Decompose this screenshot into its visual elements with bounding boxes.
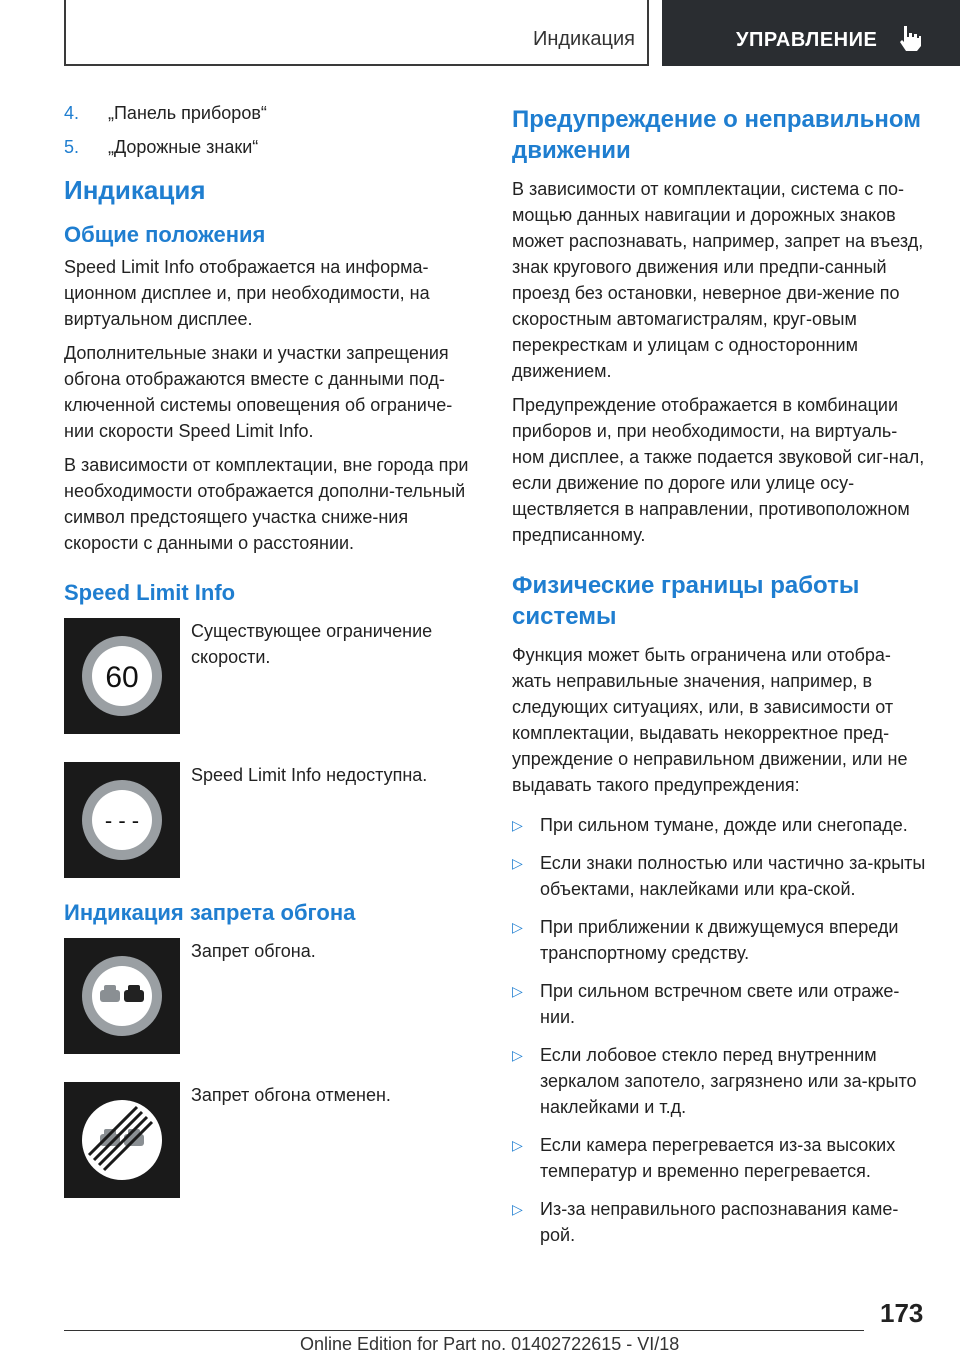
- paragraph: Функция может быть ограничена или отобра-жать неправильные значения, например, в следующих ситуациях, или, в зависимости от комплектации, выдавать некорректное пред-упреждение о неправильном движении, или не выдавать такого предупреждения:: [512, 645, 908, 795]
- speed-limit-unavailable-icon: [64, 762, 180, 878]
- header-section-title: Индикация: [532, 28, 635, 50]
- heading-display: Индикация: [64, 175, 206, 205]
- triangle-bullet-icon: ▷: [512, 1047, 523, 1063]
- list-item: ▷ При приближении к движущемуся впереди транспортному средству.: [512, 914, 927, 966]
- header-section-box: [64, 0, 649, 66]
- list-item: ▷ При сильном встречном свете или отраже-нии.: [512, 978, 927, 1030]
- numbered-list: [64, 100, 479, 160]
- footer-edition: Online Edition for Part no. 01402722615 - VI/18: [300, 1334, 680, 1354]
- sign-row-no-passing-end: [64, 1082, 479, 1218]
- list-item: 5. „Дорожные знаки“: [64, 137, 259, 157]
- list-item: ▷ Если знаки полностью или частично за-крыты объектами, наклейками или кра-ской.: [512, 850, 927, 902]
- heading-wrong-way: Предупреждение о неправильном движении: [512, 106, 921, 164]
- svg-text:- - -: - - -: [104, 808, 140, 833]
- list-item: ▷ Если камера перегревается из-за высоких температур и временно перегревается.: [512, 1132, 927, 1184]
- triangle-bullet-icon: ▷: [512, 919, 523, 935]
- speed-limit-60-icon: [64, 618, 180, 734]
- sign-row-unavailable: [64, 762, 479, 898]
- sign-row-60: [64, 618, 479, 754]
- triangle-bullet-icon: ▷: [512, 855, 523, 871]
- heading-system-limits: Физические границы работы системы: [512, 572, 860, 630]
- triangle-bullet-icon: ▷: [512, 983, 523, 999]
- header-chapter-title: УПРАВЛЕНИЕ: [736, 29, 878, 51]
- hand-pointer-icon: [894, 22, 926, 54]
- paragraph: Предупреждение отображается в комбинации приборов и, при необходимости, на виртуаль-ном дисплее, а также подается звуковой сиг-нал, если движение по дороге или улице осу-ществляется в направлении, противоположном предписанному.: [512, 395, 925, 545]
- triangle-bullet-icon: ▷: [512, 1137, 523, 1153]
- list-item: ▷ Из-за неправильного распознавания каме-рой.: [512, 1196, 927, 1248]
- footer-divider: [64, 1330, 864, 1331]
- paragraph: В зависимости от комплектации, вне города при необходимости отображается дополни-тельный символ предстоящего участка сниже-ния скорости с данными о расстоянии.: [64, 455, 469, 553]
- triangle-bullet-icon: ▷: [512, 1201, 523, 1217]
- no-passing-icon: [64, 938, 180, 1054]
- paragraph: Speed Limit Info отображается на информа-ционном дисплее и, при необходимости, на виртуальном дисплее.: [64, 257, 430, 329]
- heading-no-passing: Индикация запрета обгона: [64, 900, 356, 925]
- right-column: [512, 100, 927, 1260]
- sign-caption: Существующее ограничение скорости.: [191, 621, 433, 667]
- page-number: 173: [880, 1298, 924, 1328]
- sign-caption: Speed Limit Info недоступна.: [191, 765, 428, 785]
- limits-bullet-list: [512, 812, 927, 1248]
- list-item: ▷ При сильном тумане, дожде или снегопаде.: [512, 812, 927, 838]
- paragraph: Дополнительные знаки и участки запрещения обгона отображаются вместе с данными под-ключенной системы оповещения об ограниче-нии скорости Speed Limit Info.: [64, 343, 453, 441]
- heading-speed-limit-info: Speed Limit Info: [64, 580, 236, 605]
- triangle-bullet-icon: ▷: [512, 817, 523, 833]
- sign-caption: Запрет обгона отменен.: [191, 1085, 391, 1105]
- list-item: ▷ Если лобовое стекло перед внутренним зеркалом запотело, загрязнено или за-крыто наклейками и т.д.: [512, 1042, 927, 1120]
- heading-general: Общие положения: [64, 222, 266, 247]
- svg-text:60: 60: [105, 661, 139, 694]
- sign-caption: Запрет обгона.: [191, 941, 316, 961]
- sign-row-no-passing: [64, 938, 479, 1074]
- left-column: [64, 100, 479, 1218]
- no-passing-end-icon: [64, 1082, 180, 1198]
- header-chapter-box: [662, 0, 960, 66]
- paragraph: В зависимости от комплектации, система с по-мощью данных навигации и дорожных знаков может распознавать, например, запрет на въезд, знак кругового движения или предпи-санный проезд без остановки, неверное дви-жение по скоростным автомагистралям, круг-овым перекресткам и улицам с односторонним движением.: [512, 179, 924, 381]
- list-item: 4. „Панель приборов“: [64, 103, 267, 123]
